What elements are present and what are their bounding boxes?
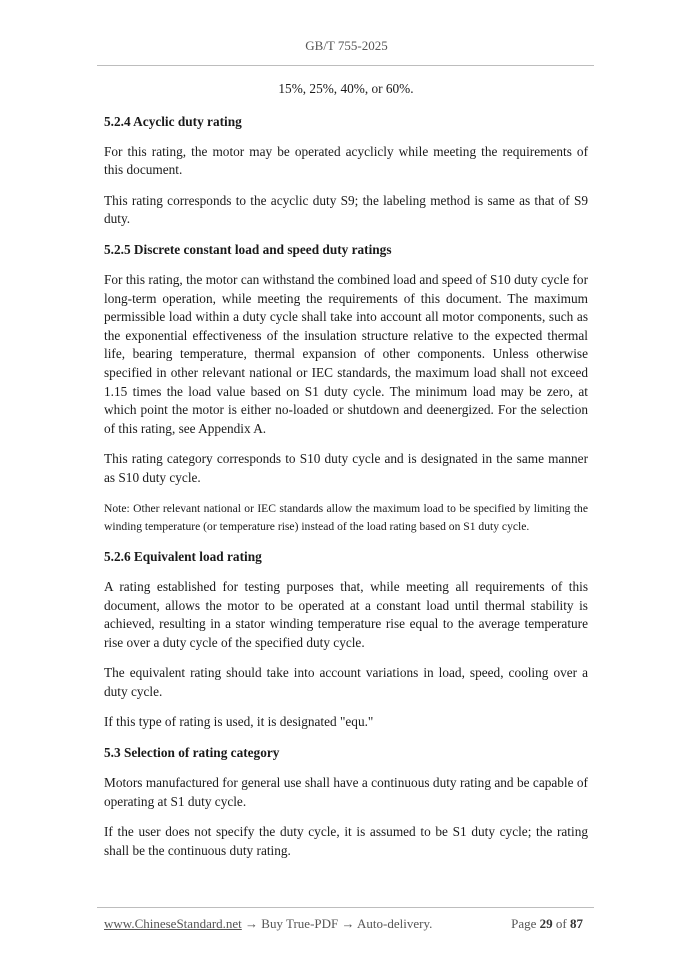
header-rule [97,65,594,66]
paragraph-5-3-1: Motors manufactured for general use shall have a continuous duty rating and be capable of operating at S1 duty cycle. [104,775,588,809]
page-label: Page [511,916,537,931]
continuation-text: 15%, 25%, 40%, or 60%. [278,81,414,96]
paragraph-5-2-5-2: This rating category corresponds to S10 duty cycle and is designated in the same manner as S10 duty cycle. [104,451,588,485]
paragraph-5-2-5-1: For this rating, the motor can withstand the combined load and speed of S10 duty cycle for long-term operation, while meeting the requirements of this document. The maximum permissible load within a duty cycle shall take into account all motor components, such as the exponential effectiveness of the insulation structure relative to the expected thermal life, bearing temperature, thermal expansion of other components. Unless otherwise specified in other relevant national or IEC standards, the maximum load shall not exceed 1.15 times the load value based on S1 duty cycle. The minimum load may be zero, at which point the motor is either no-loaded or shutdown and deenergized. For the selection of this rating, see Appendix A. [104,271,588,436]
page-total: 87 [570,916,583,931]
paragraph-5-2-4-1: For this rating, the motor may be operated acyclicly while meeting the requirements of this document. [104,143,588,178]
note-5-2-5: Note: Other relevant national or IEC standards allow the maximum load to be specified by limiting the winding temperature (or temperature rise) instead of the load rating based on S1 duty cycle. [104,501,588,533]
footer-rule [97,907,594,908]
footer-promo [104,916,432,932]
heading-5-2-5: 5.2.5 Discrete constant load and speed duty ratings [104,241,392,257]
page-of: of [555,916,567,931]
paragraph-5-2-6-1: A rating established for testing purposes that, while meeting all requirements of this document, allows the motor to be operated at a constant load until thermal stability is achieved, resulting in a stator winding temperature rise equal to the average temperature rise over a duty cycle of the specified duty cycle. [104,578,588,650]
footer-tagline: → Buy True-PDF → Auto-delivery. [241,916,433,931]
paragraph-5-2-4-2: This rating corresponds to the acyclic duty S9; the labeling method is same as that of S9 duty. [104,192,588,227]
paragraph-5-2-6-2: The equivalent rating should take into account variations in load, speed, cooling over a duty cycle. [104,665,588,699]
page-current: 29 [539,916,553,931]
page-header: GB/T 755-2025 [305,38,388,53]
footer-site-link[interactable]: www.ChineseStandard.net [104,916,242,931]
page-number [511,916,583,932]
paragraph-5-3-2: If the user does not specify the duty cycle, it is assumed to be S1 duty cycle; the rating shall be the continuous duty rating. [104,824,588,858]
heading-5-2-6: 5.2.6 Equivalent load rating [104,548,262,564]
document-body [104,80,588,872]
paragraph-5-2-6-3: If this type of rating is used, it is designated "equ." [104,714,374,730]
heading-5-2-4: 5.2.4 Acyclic duty rating [104,113,242,129]
heading-5-3: 5.3 Selection of rating category [104,745,280,761]
